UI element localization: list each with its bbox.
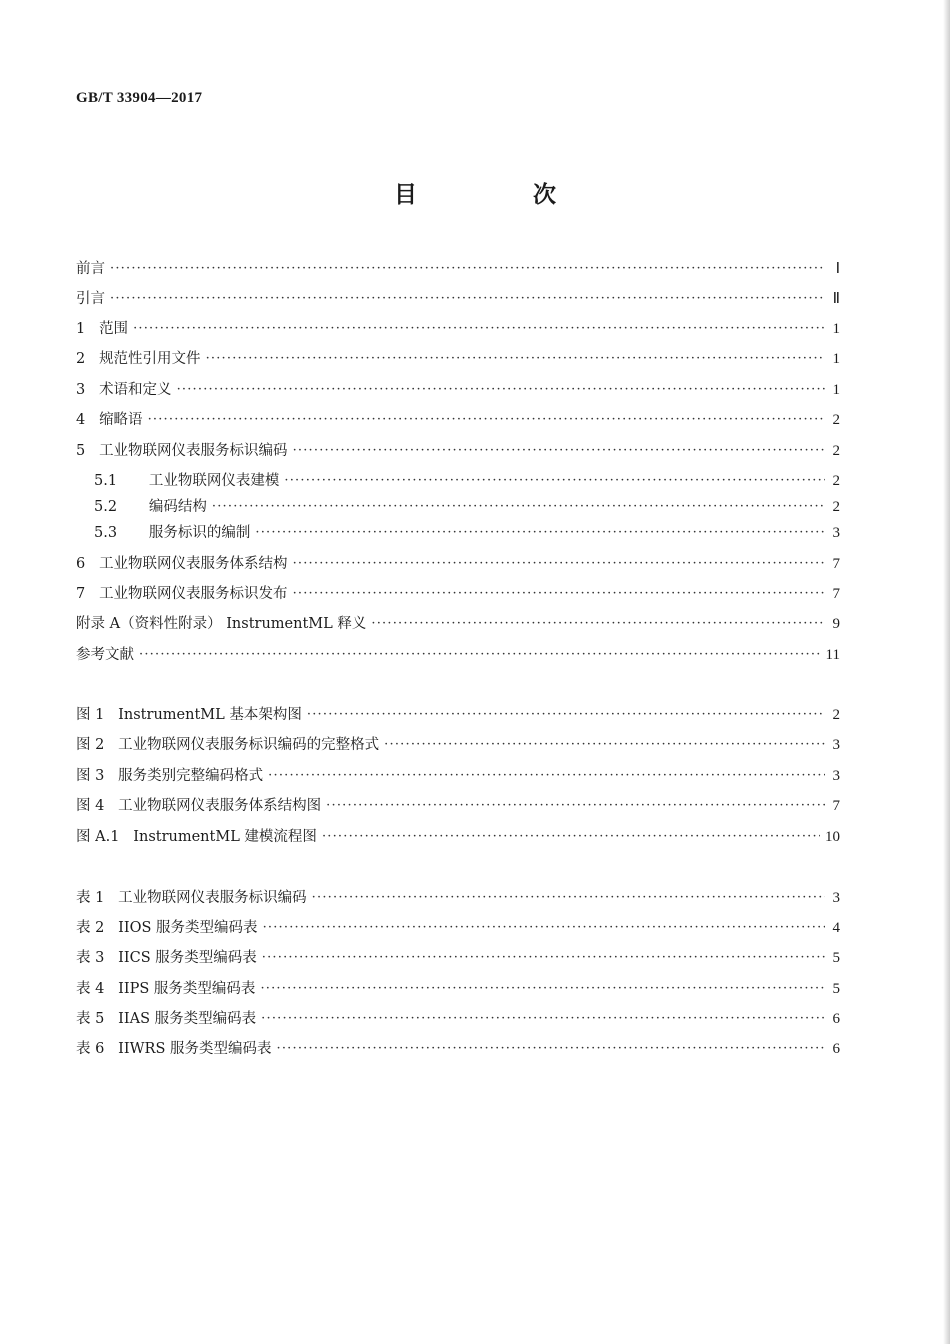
dot-leader — [212, 497, 825, 517]
table-entry-label: IIOS 服务类型编码表 — [118, 920, 258, 936]
toc-entry-label: 工业物联网仪表建模 — [148, 473, 280, 489]
toc-entry-page: 1 — [832, 351, 840, 367]
table-entry-label: IIPS 服务类型编码表 — [118, 981, 256, 997]
toc-entry-coding-structure[interactable] — [76, 493, 840, 517]
dot-leader — [371, 614, 825, 634]
toc-entry-number: 7 — [76, 586, 86, 602]
figure-entry-a1[interactable] — [76, 823, 840, 847]
dot-leader — [384, 735, 825, 755]
dot-leader — [148, 410, 825, 430]
table-entry-label: IIAS 服务类型编码表 — [118, 1011, 257, 1027]
toc-entry-number: 5.3 — [94, 525, 118, 541]
dot-leader — [284, 471, 825, 491]
toc-entry-page: 2 — [832, 412, 840, 428]
toc-entry-label: 范围 — [99, 321, 129, 337]
toc-entry-number: 5.1 — [94, 473, 118, 489]
figure-entry-label: 工业物联网仪表服务标识编码的完整格式 — [118, 737, 380, 753]
toc-entry-number: 1 — [76, 321, 86, 337]
figure-entry-number: 图 2 — [76, 737, 105, 753]
dot-leader — [293, 554, 825, 574]
toc-entry-normative-references[interactable] — [76, 345, 840, 369]
toc-entry-label: 附录 A（资料性附录） InstrumentML 释义 — [76, 616, 367, 632]
table-entry-page: 5 — [832, 981, 840, 997]
toc-entry-terms-definitions[interactable] — [76, 376, 840, 400]
toc-entry-label: 术语和定义 — [99, 382, 172, 398]
toc-entry-number: 3 — [76, 382, 86, 398]
toc-entry-label: 前言 — [76, 261, 105, 277]
toc-entry-page: 7 — [832, 586, 840, 602]
dot-leader — [326, 796, 825, 816]
toc-entry-preface[interactable] — [76, 255, 840, 279]
figure-entry-page: 3 — [832, 768, 840, 784]
toc-entry-scope[interactable] — [76, 315, 840, 339]
toc-entry-annex-a[interactable] — [76, 610, 840, 634]
dot-leader — [322, 827, 820, 847]
table-entry-label: 工业物联网仪表服务标识编码 — [118, 890, 307, 906]
dot-leader — [307, 705, 825, 725]
table-entry-number: 表 1 — [76, 890, 105, 906]
figure-entry-page: 10 — [825, 829, 840, 845]
toc-entry-bibliography[interactable] — [76, 641, 840, 665]
standard-code: GB/T 33904—2017 — [76, 90, 203, 106]
toc-entry-modeling[interactable] — [76, 467, 840, 491]
figure-entry-4[interactable] — [76, 792, 840, 816]
dot-leader — [277, 1039, 826, 1059]
table-entry-2[interactable] — [76, 914, 840, 938]
table-entry-5[interactable] — [76, 1005, 840, 1029]
toc-entry-service-id-compilation[interactable] — [76, 519, 840, 543]
dot-leader — [263, 918, 825, 938]
toc-entry-page: Ⅰ — [835, 261, 840, 277]
toc-entry-page: Ⅱ — [832, 291, 840, 307]
dot-leader — [110, 259, 825, 279]
toc-entry-number: 4 — [76, 412, 86, 428]
table-entry-page: 6 — [832, 1041, 840, 1057]
toc-entry-abbreviations[interactable] — [76, 406, 840, 430]
toc-entry-number: 6 — [76, 556, 86, 572]
figure-entry-number: 图 4 — [76, 798, 105, 814]
figure-entry-label: 工业物联网仪表服务体系结构图 — [118, 798, 322, 814]
dot-leader — [139, 645, 821, 665]
dot-leader — [260, 979, 825, 999]
dot-leader — [261, 1009, 825, 1029]
toc-entry-label: 引言 — [76, 291, 105, 307]
table-entry-3[interactable] — [76, 944, 840, 968]
toc-entry-label: 工业物联网仪表服务体系结构 — [99, 556, 288, 572]
toc-entry-label: 规范性引用文件 — [99, 351, 201, 367]
figure-entry-3[interactable] — [76, 762, 840, 786]
table-entry-number: 表 3 — [76, 950, 105, 966]
toc-entry-introduction[interactable] — [76, 285, 840, 309]
table-entry-number: 表 5 — [76, 1011, 105, 1027]
toc-entry-page: 1 — [832, 321, 840, 337]
toc-entry-service-architecture[interactable] — [76, 550, 840, 574]
toc-entry-label: 工业物联网仪表服务标识编码 — [99, 443, 288, 459]
table-entry-number: 表 4 — [76, 981, 105, 997]
toc-entry-page: 9 — [832, 616, 840, 632]
dot-leader — [293, 441, 825, 461]
toc-entry-number: 5 — [76, 443, 86, 459]
dot-leader — [293, 584, 825, 604]
toc-entry-page: 2 — [832, 443, 840, 459]
dot-leader — [133, 319, 825, 339]
toc-entry-service-id-release[interactable] — [76, 580, 840, 604]
figure-entry-page: 7 — [832, 798, 840, 814]
toc-entry-label: 编码结构 — [148, 499, 207, 515]
dot-leader — [262, 948, 825, 968]
figure-entry-1[interactable] — [76, 701, 840, 725]
figure-entry-2[interactable] — [76, 731, 840, 755]
dot-leader — [268, 766, 825, 786]
toc-entry-page: 2 — [832, 473, 840, 489]
toc-entry-page: 3 — [832, 525, 840, 541]
toc-entry-number: 2 — [76, 351, 86, 367]
toc-entry-page: 1 — [832, 382, 840, 398]
dot-leader — [255, 523, 825, 543]
table-entry-page: 5 — [832, 950, 840, 966]
table-entry-1[interactable] — [76, 884, 840, 908]
figure-entry-number: 图 3 — [76, 768, 105, 784]
table-entry-number: 表 6 — [76, 1041, 105, 1057]
table-entry-label: IIWRS 服务类型编码表 — [118, 1041, 272, 1057]
toc-entry-page: 7 — [832, 556, 840, 572]
figure-entry-page: 3 — [832, 737, 840, 753]
dot-leader — [177, 380, 825, 400]
table-entry-label: IICS 服务类型编码表 — [118, 950, 257, 966]
dot-leader — [110, 289, 825, 309]
figure-entry-label: InstrumentML 建模流程图 — [133, 829, 317, 845]
table-entry-page: 4 — [832, 920, 840, 936]
table-entry-number: 表 2 — [76, 920, 105, 936]
table-entry-page: 3 — [832, 890, 840, 906]
toc-entry-service-id-coding[interactable] — [76, 437, 840, 461]
table-entry-6[interactable] — [76, 1035, 840, 1059]
toc-entry-label: 参考文献 — [76, 647, 134, 663]
table-entry-4[interactable] — [76, 975, 840, 999]
toc-title: 目 次 — [393, 181, 610, 208]
dot-leader — [312, 888, 825, 908]
toc-entry-page: 2 — [832, 499, 840, 515]
toc-entry-label: 服务标识的编制 — [148, 525, 251, 541]
figure-entry-number: 图 1 — [76, 707, 105, 723]
dot-leader — [206, 349, 825, 369]
toc-entry-label: 工业物联网仪表服务标识发布 — [99, 586, 288, 602]
figure-entry-page: 2 — [832, 707, 840, 723]
figure-entry-number: 图 A.1 — [76, 829, 120, 845]
toc-entry-number: 5.2 — [94, 499, 118, 515]
toc-entry-page: 11 — [825, 647, 840, 663]
table-entry-page: 6 — [832, 1011, 840, 1027]
toc-entry-label: 缩略语 — [99, 412, 143, 428]
figure-entry-label: 服务类别完整编码格式 — [118, 768, 264, 784]
figure-entry-label: InstrumentML 基本架构图 — [118, 707, 302, 723]
